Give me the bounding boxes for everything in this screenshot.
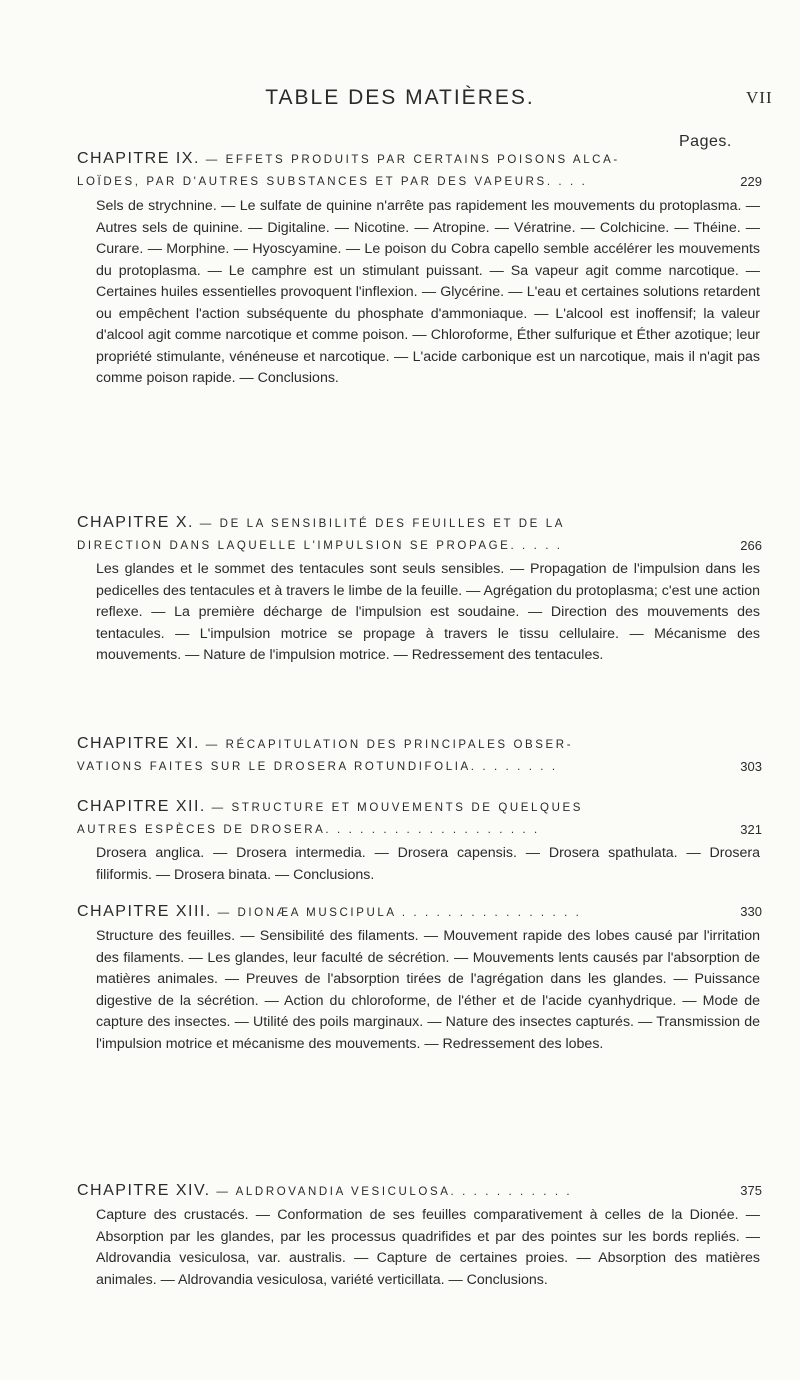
chapter-heading: [77, 903, 762, 922]
chapter-title-line2: AUTRES ESPÈCES DE DROSERA. . . . . . . . . . . . . . . . . . .: [77, 824, 540, 836]
chapter-page: 303: [740, 759, 762, 774]
chapter-heading: [77, 1182, 762, 1201]
chapter-label: CHAPITRE XII.: [77, 798, 206, 815]
chapter-page: 229: [740, 174, 762, 189]
chapter-label: CHAPITRE XIII.: [77, 903, 212, 920]
chapter-title-line2: LOÏDES, PAR D'AUTRES SUBSTANCES ET PAR DES VAPEURS. . . .: [77, 176, 588, 188]
chapter-summary: Structure des feuilles. — Sensibilité des filaments. — Mouvement rapide des lobes causé par l'irritation des filaments. — Les glandes, leur faculté de sécrétion. — Mouvements lents causés par l'absorption de matières animales. — Preuves de l'absorption tirées de l'agrégation dans les glandes. — Puissance digestive de la sécrétion. — Action du chloroforme, de l'éther et de l'acide cyanhydrique. — Mode de capture des insectes. — Utilité des poils marginaux. — Nature des insectes capturés. — Transmission de l'impulsion motrice et mécanisme des mouvements. — Redressement des lobes.: [96, 928, 760, 1052]
chapter-title-line1: — EFFETS PRODUITS PAR CERTAINS POISONS ALCA-: [199, 154, 620, 166]
chapter-page: 321: [740, 822, 762, 837]
running-header-title: TABLE DES MATIÈRES.: [265, 86, 535, 109]
chapter-label: CHAPITRE IX.: [77, 150, 200, 167]
chapter-heading: [77, 798, 762, 817]
page-number: VII: [746, 88, 773, 107]
chapter-summary: Drosera anglica. — Drosera intermedia. — Drosera capensis. — Drosera spathulata. — Drosera filiformis. — Drosera binata. — Conclusions.: [96, 845, 760, 883]
chapter-summary: Capture des crustacés. — Conformation de ses feuilles comparativement à celles de la Dionée. — Absorption par les glandes, par les processus quadrifides et par des pointes sur les bords repliés. — Aldrovandia vesiculosa, var. australis. — Capture de certaines proies. — Absorption des matières animales. — Aldrovandia vesiculosa, variété verticillata. — Conclusions.: [96, 1207, 760, 1288]
chapter-title-line1: — RÉCAPITULATION DES PRINCIPALES OBSER-: [199, 739, 574, 751]
chapter-label: CHAPITRE XI.: [77, 735, 200, 752]
chapter-title-line2: VATIONS FAITES SUR LE DROSERA ROTUNDIFOLIA. . . . . . . .: [77, 761, 558, 773]
chapter-page: 266: [740, 538, 762, 553]
chapter-title-line1: — DE LA SENSIBILITÉ DES FEUILLES ET DE LA: [193, 518, 565, 530]
pages-column-label: Pages.: [679, 133, 732, 150]
chapter-page: 375: [740, 1183, 762, 1198]
chapter-summary: Sels de strychnine. — Le sulfate de quinine n'arrête pas rapidement les mouvements du protoplasma. — Autres sels de quinine. — Digitaline. — Nicotine. — Atropine. — Vératrine. — Colchicine. — Théine. — Curare. — Morphine. — Hyoscyamine. — Le poison du Cobra capello semble accélérer les mouvements du protoplasma. — Le camphre est un stimulant puissant. — Sa vapeur agit comme narcotique. — Certaines huiles essentielles provoquent l'inflexion. — Glycérine. — L'eau et certaines solutions retardent ou empêchent l'action subséquente du phosphate d'ammoniaque. — L'alcool est inoffensif; la valeur d'alcool agit comme narcotique et comme poison. — Chloroforme, Éther sulfurique et Éther azotique; leur propriété stimulante, vénéneuse et narcotique. — L'acide carbonique est un narcotique, mais il n'agit pas comme poison rapide. — Conclusions.: [96, 198, 760, 386]
chapter-heading: [77, 735, 762, 754]
chapter-heading: [77, 150, 762, 169]
chapter-page: 330: [740, 904, 762, 919]
chapter-label: CHAPITRE X.: [77, 514, 194, 531]
chapter-title-line1: — DIONÆA MUSCIPULA . . . . . . . . . . . . . . . .: [211, 907, 582, 919]
chapter-heading: [77, 514, 762, 533]
chapter-label: CHAPITRE XIV.: [77, 1182, 211, 1199]
chapter-summary: Les glandes et le sommet des tentacules sont seuls sensibles. — Propagation de l'impulsion dans les pedicelles des tentacules et à travers le limbe de la feuille. — Agrégation du protoplasma; c'est une action reflexe. — La première décharge de l'impulsion est soudaine. — Direction des mouvements des tentacules. — L'impulsion motrice se propage à travers le tissu cellulaire. — Mécanisme des mouvements. — Nature de l'impulsion motrice. — Redressement des tentacules.: [96, 561, 760, 663]
chapter-title-line1: — ALDROVANDIA VESICULOSA. . . . . . . . . . .: [210, 1186, 573, 1198]
chapter-title-line2: DIRECTION DANS LAQUELLE L'IMPULSION SE PROPAGE. . . . .: [77, 540, 563, 552]
chapter-title-line1: — STRUCTURE ET MOUVEMENTS DE QUELQUES: [205, 802, 584, 814]
